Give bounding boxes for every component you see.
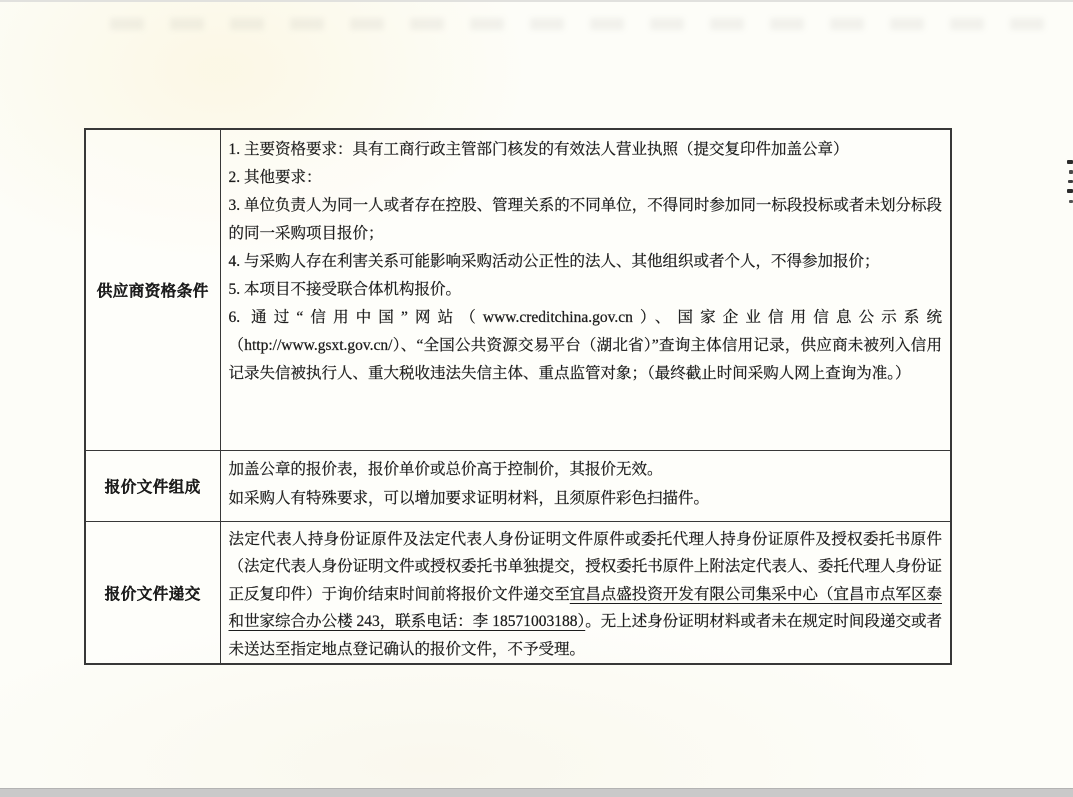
scan-bottom-strip <box>0 788 1073 797</box>
submission-paragraph <box>229 526 943 663</box>
qualification-item-4: 4. 与采购人存在利害关系可能影响采购活动公正性的法人、其他组织或者个人，不得参加报价； <box>228 253 880 270</box>
composition-line-1: 加盖公章的报价表，报价单价或总价高于控制价，其报价无效。 <box>228 461 663 478</box>
row-header-quotation-composition: 报价文件组成 <box>85 451 220 522</box>
qualification-item-6: 6. 通过“信用中国”网站（www.creditchina.gov.cn）、国家企业信用信息公示系统（http://www.gsxt.gov.cn/）、“全国公共资源交易平台（湖北省）”查询主体信用记录，供应商未被列入信用记录失信被执行人、重大税收违法失信主体、重点监管对象；（最终截止时间采购人网上查询为准。） <box>228 309 942 382</box>
qualification-item-1: 1. 主要资格要求：具有工商行政主管部门核发的有效法人营业执照（提交复印件加盖公章） <box>228 141 849 158</box>
row-header-supplier-qualification: 供应商资格条件 <box>85 129 220 451</box>
row-header-quotation-submission: 报价文件递交 <box>85 522 220 665</box>
qualification-item-3: 3. 单位负责人为同一人或者存在控股、管理关系的不同单位，不得同时参加同一标段投标或者未划分标段的同一采购项目报价； <box>228 197 942 242</box>
submission-text-pre: 法定代表人持身份证原件及法定代表人身份证明文件原件或委托代理人持身份证原件及授权委托书原件（法定代表人身份证明文件或授权委托书单独提交，授权委托书原件上附法定代表人、委托代理人身份证正反复印件）于询价结束时间前将报价文件递交至 <box>228 531 942 603</box>
cell-supplier-qualification <box>220 129 951 451</box>
table-row-supplier-qualification <box>85 129 951 451</box>
procurement-conditions-table <box>84 128 952 665</box>
submission-text-post: 。无上述身份证明材料或者未在规定时间段递交或者未送达至指定地点登记确认的报价文件，不予受理。 <box>228 613 942 658</box>
scan-top-edge <box>0 0 1073 2</box>
qualification-item-5: 5. 本项目不接受联合体机构报价。 <box>228 281 462 298</box>
cell-quotation-submission <box>220 522 951 665</box>
composition-line-2: 如采购人有特殊要求，可以增加要求证明材料，且须原件彩色扫描件。 <box>228 490 710 507</box>
qualification-item-2: 2. 其他要求： <box>228 169 322 186</box>
table-row-quotation-composition <box>85 451 951 522</box>
cell-quotation-composition <box>220 451 951 522</box>
scan-smudge-artifact <box>110 18 1069 30</box>
table-row-quotation-submission <box>85 522 951 665</box>
submission-address-underlined: 宜昌点盛投资开发有限公司集采中心（宜昌市点军区泰和世家综合办公楼 243，联系电话：李 18571003188） <box>228 585 942 631</box>
binding-marks-artifact <box>1065 160 1073 210</box>
